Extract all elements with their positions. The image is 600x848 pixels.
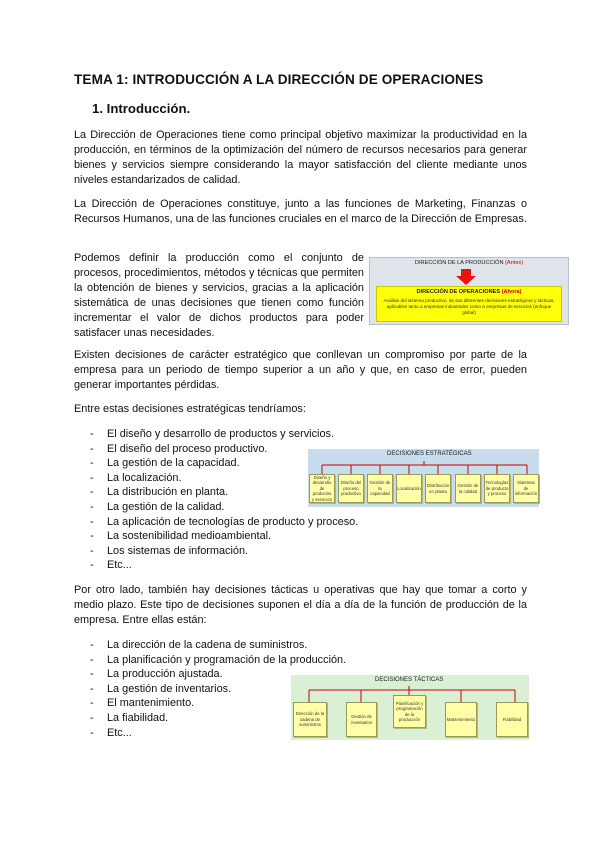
figure2-note: Diseño y desarrollo de productos y servicios: [309, 474, 335, 503]
figure1-header-text: DIRECCIÓN DE LA PRODUCCIÓN: [414, 260, 504, 266]
list-item: - La gestión de inventarios.: [90, 682, 346, 697]
paragraph-functions: La Dirección de Operaciones constituye, junto a las funciones de Marketing, Finanzas o Recursos Humanos, una de las funciones cruciales en el marco de la Dirección de Empresas.: [74, 198, 527, 225]
list-item: - El diseño del proceso productivo.: [90, 442, 358, 457]
list-item: - La gestión de la calidad.: [90, 500, 358, 515]
down-arrow-icon: [461, 269, 471, 276]
list-item: - El mantenimiento.: [90, 696, 346, 711]
figure1-box-text: Análisis del sistema productivo, de sus diferentes decisiones estratégicas y tácticas, aplicables tanto a empresas industriales como a empresas de servicios (enfoque global): [383, 298, 555, 315]
figure3-note: Mantenimiento: [445, 702, 477, 737]
figure1-header-tag: (Antes): [505, 260, 524, 266]
figure1-box-title: [377, 289, 561, 295]
figure2-note: Sistemas de información: [513, 474, 539, 503]
list-item: - Etc...: [90, 558, 358, 573]
figure2-note: Distribución en planta: [425, 474, 451, 503]
list-item: - Etc...: [90, 726, 346, 741]
figure2-note: Tecnologías de producto y proceso: [484, 474, 510, 503]
page-title: TEMA 1: INTRODUCCIÓN A LA DIRECCIÓN DE OPERACIONES: [74, 72, 484, 87]
list-item: - Los sistemas de información.: [90, 544, 358, 559]
figure2-note: Gestión de la capacidad: [367, 474, 393, 503]
paragraph-strategic-intro: Entre estas decisiones estratégicas tendríamos:: [74, 403, 306, 415]
list-item: - La planificación y programación de la producción.: [90, 653, 346, 668]
list-item: - La localización.: [90, 471, 358, 486]
figure1-operations-box: [376, 286, 562, 322]
list-item: - La gestión de la capacidad.: [90, 456, 358, 471]
figure2-note: Diseño del proceso productivo: [338, 474, 364, 503]
figure3-note: Dirección de la cadena de suministros: [293, 702, 327, 737]
figure3-note: Planificación y programación de la producción: [393, 695, 426, 728]
figure1-box-tag: (Ahora): [501, 289, 522, 295]
paragraph-strategic-decisions: Existen decisiones de carácter estratégico que conllevan un compromiso por parte de la empresa para un periodo de tiempo superior a un año y que, en caso de error, pueden generar importantes pérdidas.: [74, 349, 527, 391]
figure-strategic-decisions: [308, 449, 539, 507]
figure3-header: DECISIONES TÁCTICAS: [375, 677, 444, 683]
figure1-header: [370, 260, 568, 266]
list-item: - La producción ajustada.: [90, 667, 346, 682]
paragraph-tactical-decisions: Por otro lado, también hay decisiones tácticas u operativas que hay que tomar a corto y medio plazo. Este tipo de decisiones suponen el día a día de la función de producción de la empresa. Entre ellas están:: [74, 584, 527, 626]
list-item: - La aplicación de tecnologías de producto y proceso.: [90, 515, 358, 530]
list-item: - El diseño y desarrollo de productos y servicios.: [90, 427, 358, 442]
figure1-box-title-text: DIRECCIÓN DE OPERACIONES: [416, 289, 501, 295]
figure2-note: Gestión de la calidad: [455, 474, 481, 503]
list-item: - La fiabilidad.: [90, 711, 346, 726]
figure-production-to-operations: [369, 257, 569, 325]
section-heading: 1. Introducción.: [92, 101, 191, 116]
figure-tactical-decisions: [291, 675, 529, 740]
figure3-note: Gestión de inventarios: [346, 702, 377, 737]
figure2-header: DECISIONES ESTRATÉGICAS: [387, 451, 472, 457]
figure3-note: Fiabilidad: [496, 702, 528, 737]
paragraph-production-definition: Podemos definir la producción como el conjunto de procesos, procedimientos, métodos y técnicas que permiten la obtención de bienes y servicios, gracias a la aplicación sistemática de unas decisiones que tienen como función incrementar el valor de dichos productos para poder satisfacer unas necesidades.: [74, 252, 364, 339]
list-item: - La sostenibilidad medioambiental.: [90, 529, 358, 544]
list-item: - La dirección de la cadena de suministros.: [90, 638, 346, 653]
paragraph-objective: La Dirección de Operaciones tiene como principal objetivo maximizar la productividad en la producción, en términos de la optimización del número de recursos necesarios para generar bienes y servicios siempre considerando la mayor satisfacción del cliente mediante unos niveles estandarizados de calidad.: [74, 129, 527, 186]
list-item: - La distribución en planta.: [90, 485, 358, 500]
figure2-note: Localización: [396, 474, 422, 503]
